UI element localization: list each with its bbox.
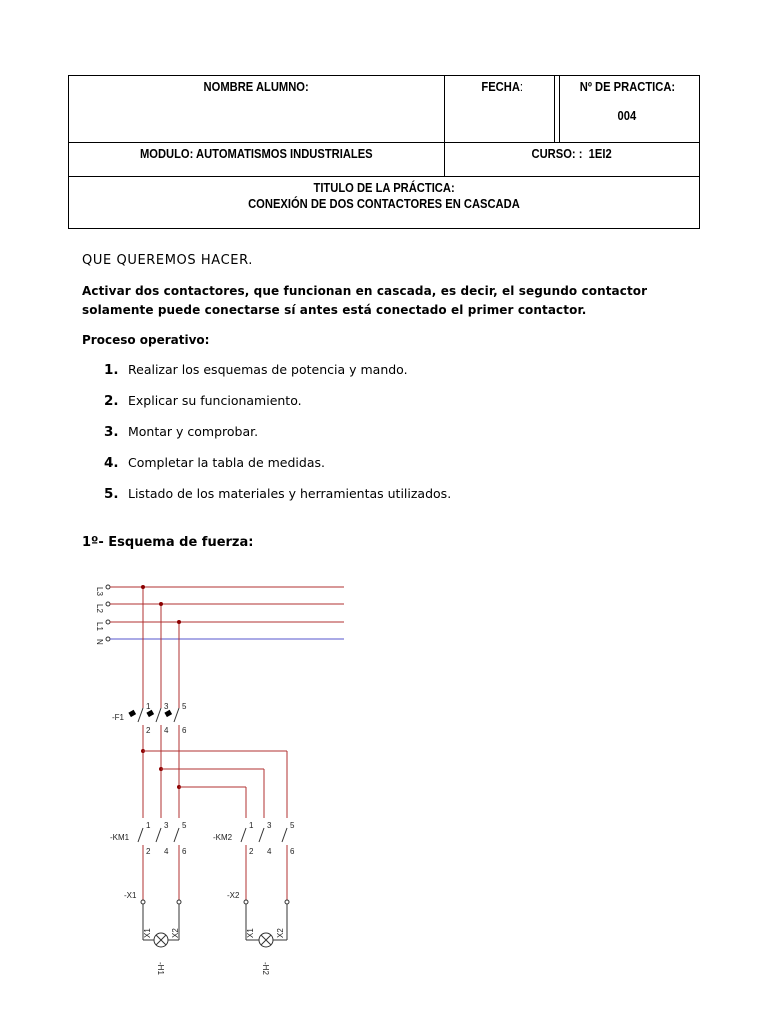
date-cell[interactable]: [445, 76, 560, 143]
intro-line-2: solamente puede conectarse sí antes está conectado el primer contactor.: [82, 303, 587, 317]
step-text: Montar y comprobar.: [128, 424, 259, 439]
module-cell: [69, 143, 445, 177]
terminal-label: 2: [146, 726, 151, 735]
h1-label: -H1: [156, 962, 165, 975]
terminal-x1-b: [177, 900, 181, 904]
intro-line-1: Activar dos contactores, que funcionan en cascada, es decir, el segundo contactor: [82, 284, 648, 298]
practice-number-cell: [560, 76, 700, 143]
bus-terminal-n: [106, 637, 110, 641]
student-name-cell[interactable]: [69, 76, 445, 143]
fuse-label: -F1: [112, 713, 124, 722]
lamp-terminal-label: X1: [143, 928, 152, 938]
title-cell: [69, 177, 700, 229]
bus-label-l3: L3: [95, 587, 104, 596]
terminal-label: 3: [164, 821, 169, 830]
terminal-label: 3: [164, 702, 169, 711]
junction-dot: [159, 602, 163, 606]
terminal-x2-b: [285, 900, 289, 904]
date-colon: :: [519, 79, 523, 94]
terminal-x1-a: [141, 900, 145, 904]
intro-paragraph: [82, 282, 702, 320]
terminal-label: 1: [249, 821, 254, 830]
process-title: Proceso operativo:: [82, 333, 210, 347]
course-value: 1EI2: [589, 146, 613, 161]
lamp-terminal-label: X2: [276, 928, 285, 938]
terminal-label: 2: [249, 847, 254, 856]
title-value: CONEXIÓN DE DOS CONTACTORES EN CASCADA: [248, 196, 520, 211]
step-number: 3.: [104, 424, 119, 440]
header-table: [68, 75, 700, 229]
lamp-h2-circuit: [246, 904, 287, 947]
junction-dot: [177, 620, 181, 624]
terminal-x2-a: [244, 900, 248, 904]
terminal-label: 4: [164, 847, 169, 856]
h2-label: -H2: [261, 962, 270, 975]
lamp-h1-circuit: [143, 904, 179, 947]
course-cell: [445, 143, 700, 177]
step-number: 2.: [104, 393, 119, 409]
section-heading: QUE QUEREMOS HACER.: [82, 253, 253, 268]
step-item: [104, 486, 451, 517]
lamp-terminal-label: X2: [171, 928, 180, 938]
km2-contacts: [241, 828, 287, 842]
terminal-label: 4: [267, 847, 272, 856]
date-label: FECHA: [481, 79, 520, 94]
step-item: [104, 362, 451, 393]
steps-list: [104, 362, 451, 517]
km2-label: -KM2: [213, 833, 233, 842]
step-number: 5.: [104, 486, 119, 502]
x2-label: -X2: [227, 891, 240, 900]
fuse-f1-symbol: [128, 708, 179, 722]
terminal-label: 5: [182, 702, 187, 711]
practice-number: 004: [617, 108, 637, 123]
student-name-label: NOMBRE ALUMNO:: [203, 79, 310, 94]
km1-contacts: [138, 828, 179, 842]
step-text: Realizar los esquemas de potencia y mando.: [128, 362, 408, 377]
step-item: [104, 455, 451, 486]
schematic-lines: [106, 585, 344, 947]
bus-label-l1: L1: [95, 622, 104, 631]
terminal-label: 6: [182, 847, 187, 856]
terminal-label: 6: [182, 726, 187, 735]
terminal-label: 3: [267, 821, 272, 830]
bus-terminal-l1: [106, 620, 110, 624]
module-label: MODULO: AUTOMATISMOS INDUSTRIALES: [140, 146, 373, 161]
step-text: Listado de los materiales y herramientas utilizados.: [128, 486, 452, 501]
step-text: Completar la tabla de medidas.: [128, 455, 325, 470]
x1-label: -X1: [124, 891, 137, 900]
bus-label-l2: L2: [95, 604, 104, 613]
step-item: [104, 393, 451, 424]
title-label: TITULO DE LA PRÁCTICA:: [313, 180, 455, 195]
lamp-terminal-label: X1: [246, 928, 255, 938]
power-schematic: [0, 570, 768, 990]
schematic-title: 1º- Esquema de fuerza:: [82, 535, 254, 550]
bus-label-n: N: [95, 639, 104, 645]
km1-label: -KM1: [110, 833, 130, 842]
practice-label: Nº DE PRACTICA:: [579, 79, 675, 94]
terminal-label: 6: [290, 847, 295, 856]
course-label: CURSO: :: [531, 146, 583, 161]
terminal-label: 5: [182, 821, 187, 830]
terminal-label: 1: [146, 702, 151, 711]
step-text: Explicar su funcionamiento.: [128, 393, 302, 408]
junction-dot: [141, 585, 145, 589]
step-number: 1.: [104, 362, 119, 378]
terminal-label: 2: [146, 847, 151, 856]
step-number: 4.: [104, 455, 119, 471]
bus-terminal-l3: [106, 585, 110, 589]
bus-terminal-l2: [106, 602, 110, 606]
step-item: [104, 424, 451, 455]
bus-labels: [95, 587, 104, 645]
terminal-label: 5: [290, 821, 295, 830]
terminal-label: 4: [164, 726, 169, 735]
terminal-label: 1: [146, 821, 151, 830]
schematic-labels: [110, 702, 295, 975]
